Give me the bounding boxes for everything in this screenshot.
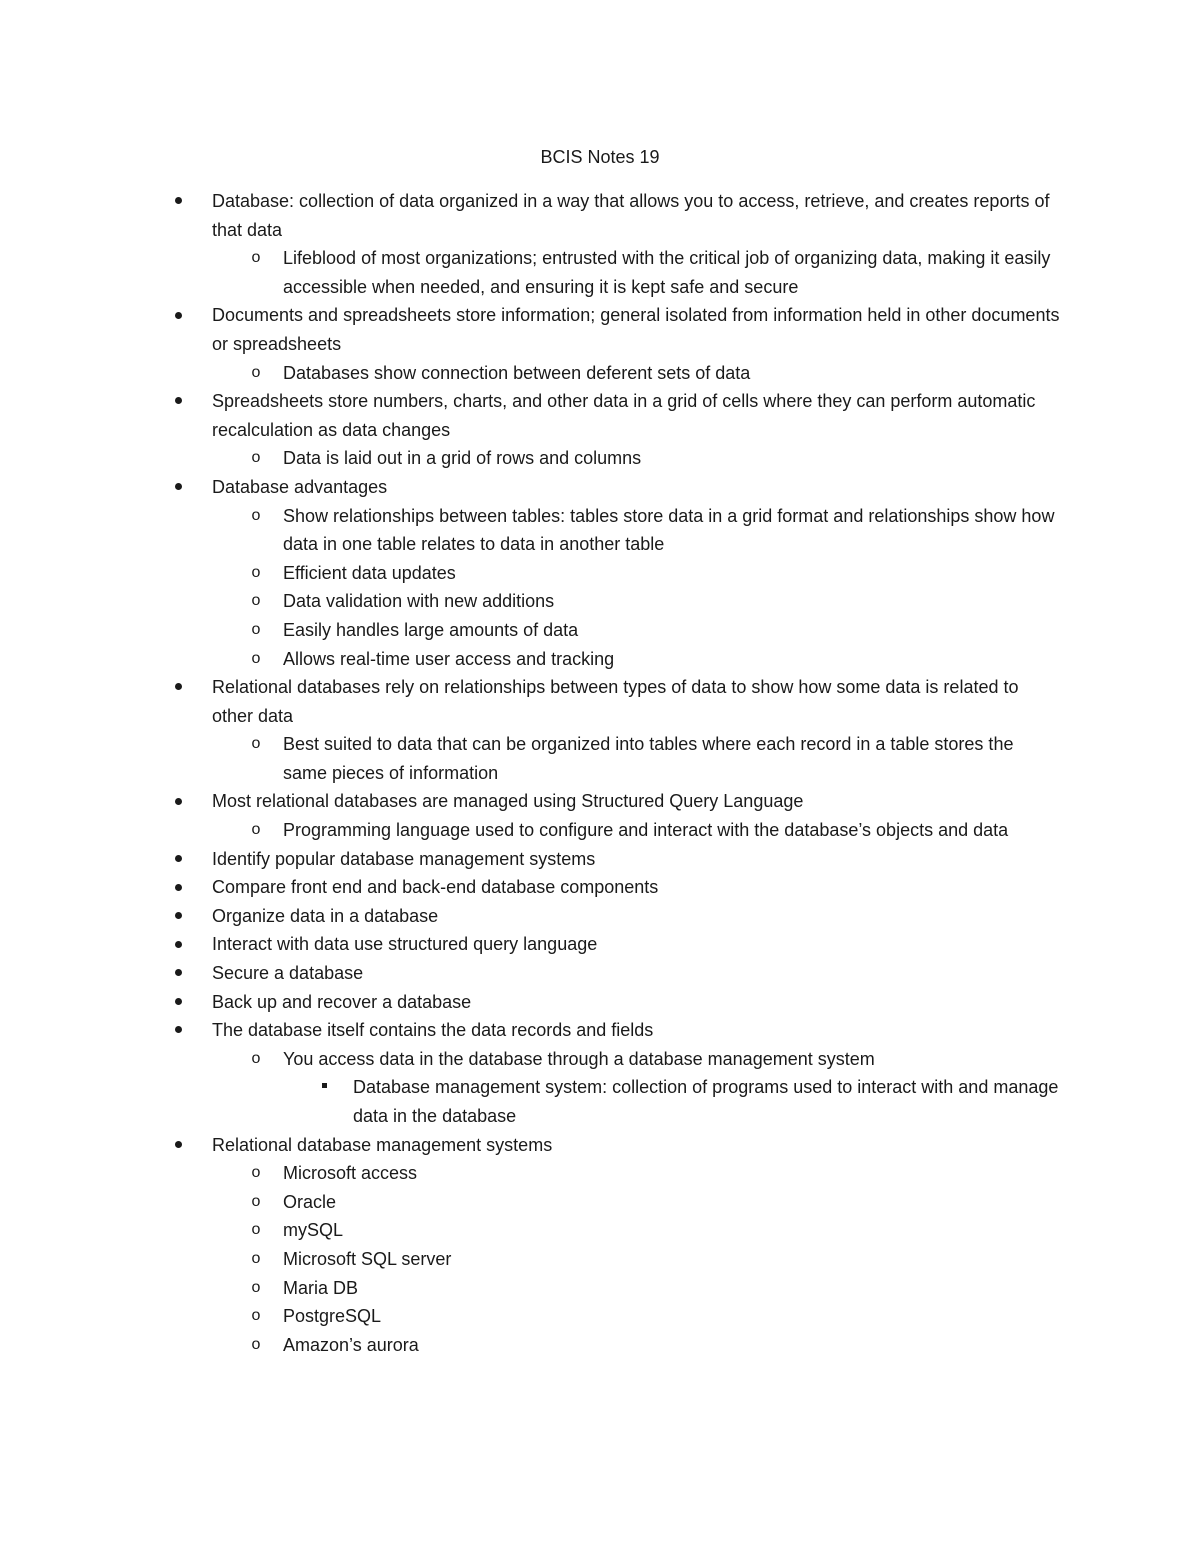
list-item-text: Database management system: collection of programs used to interact with and manage data in the database	[353, 1077, 1059, 1126]
square-bullet-icon	[314, 1073, 334, 1099]
list-item	[0, 1216, 1062, 1245]
bullet-icon	[168, 187, 188, 216]
list-item	[0, 473, 1062, 502]
circle-bullet-icon: o	[251, 649, 261, 667]
list-item-text: Back up and recover a database	[212, 991, 472, 1012]
list-item	[0, 1302, 1062, 1331]
list-item-text: Secure a database	[212, 963, 364, 984]
bullet-icon	[168, 787, 188, 816]
list-item	[0, 444, 1062, 473]
circle-bullet-icon: o	[251, 1335, 261, 1353]
bullet-icon	[168, 930, 188, 959]
list-item	[0, 1073, 1062, 1130]
circle-bullet-icon: o	[251, 363, 261, 381]
circle-bullet-icon: o	[251, 735, 261, 753]
circle-bullet-icon: o	[251, 620, 261, 638]
bullet-icon	[168, 902, 188, 931]
list-item	[0, 988, 1062, 1017]
list-item-text: PostgreSQL	[283, 1306, 382, 1327]
list-item-text: Interact with data use structured query language	[212, 934, 598, 955]
list-item-text: Lifeblood of most organizations; entrusted with the critical job of organizing data, making it easily accessible when needed, and ensuring it is kept safe and secure	[283, 248, 1051, 297]
circle-bullet-icon: o	[251, 1049, 261, 1067]
circle-bullet-icon: o	[251, 821, 261, 839]
circle-bullet-icon: o	[251, 249, 261, 267]
list-item	[0, 930, 1062, 959]
circle-bullet-icon: o	[251, 506, 261, 524]
list-item-text: Organize data in a database	[212, 905, 439, 926]
list-item	[0, 730, 1062, 787]
list-item-text: Best suited to data that can be organized into tables where each record in a table stores the same pieces of information	[283, 734, 1014, 783]
list-item	[0, 359, 1062, 388]
bullet-icon	[168, 873, 188, 902]
list-item-text: The database itself contains the data records and fields	[212, 1020, 654, 1041]
page-title: BCIS Notes 19	[540, 147, 660, 167]
list-item	[0, 502, 1062, 559]
bullet-icon	[168, 845, 188, 874]
list-item	[0, 187, 1062, 244]
list-item-text: Allows real-time user access and tracking	[283, 648, 615, 669]
list-item-text: Compare front end and back-end database components	[212, 877, 659, 898]
circle-bullet-icon: o	[251, 449, 261, 467]
circle-bullet-icon: o	[251, 1307, 261, 1325]
list-item-text: Documents and spreadsheets store information; general isolated from information held in other documents or spreadsheets	[212, 305, 1060, 354]
list-item	[0, 1131, 1062, 1160]
list-item-text: Data validation with new additions	[283, 591, 555, 612]
circle-bullet-icon: o	[251, 1164, 261, 1182]
list-item-text: Database: collection of data organized in a way that allows you to access, retrieve, and creates reports of that data	[212, 191, 1050, 240]
circle-bullet-icon: o	[251, 1278, 261, 1296]
list-item-text: Data is laid out in a grid of rows and columns	[283, 448, 642, 469]
bullet-icon	[168, 1016, 188, 1045]
list-item-text: Microsoft SQL server	[283, 1248, 452, 1269]
list-item-text: Show relationships between tables: tables store data in a grid format and relationships show how data in one table relates to data in another table	[283, 505, 1055, 555]
list-item-text: Amazon’s aurora	[283, 1334, 419, 1355]
list-item-text: Efficient data updates	[283, 562, 456, 583]
circle-bullet-icon: o	[251, 1221, 261, 1239]
list-item	[0, 845, 1062, 874]
list-item-text: Databases show connection between deferent sets of data	[283, 362, 751, 383]
circle-bullet-icon: o	[251, 1249, 261, 1267]
bullet-icon	[168, 673, 188, 702]
list-item	[0, 559, 1062, 588]
list-item	[0, 902, 1062, 931]
bullet-icon	[168, 959, 188, 988]
list-item	[0, 1274, 1062, 1303]
list-item-text: Programming language used to configure and interact with the database’s objects and data	[283, 820, 1009, 841]
list-item-text: You access data in the database through a database management system	[283, 1048, 875, 1069]
list-item-text: Oracle	[283, 1191, 337, 1212]
bullet-icon	[168, 473, 188, 502]
list-item	[0, 1016, 1062, 1045]
list-item-text: Spreadsheets store numbers, charts, and other data in a grid of cells where they can perform automatic recalculation as data changes	[212, 391, 1036, 440]
list-item	[0, 1331, 1062, 1360]
list-item-text: Easily handles large amounts of data	[283, 619, 579, 640]
list-item	[0, 244, 1062, 301]
list-item-text: Database advantages	[212, 476, 388, 497]
list-item	[0, 387, 1062, 444]
list-item-text: Maria DB	[283, 1277, 359, 1298]
list-item	[0, 1159, 1062, 1188]
list-item	[0, 301, 1062, 358]
notes-list	[0, 187, 1200, 1359]
list-item-text: Microsoft access	[283, 1163, 418, 1184]
list-item	[0, 787, 1062, 816]
list-item	[0, 816, 1062, 845]
list-item-text: Most relational databases are managed using Structured Query Language	[212, 791, 804, 812]
bullet-icon	[168, 387, 188, 416]
list-item-text: Relational databases rely on relationships between types of data to show how some data is related to other data	[212, 677, 1019, 726]
circle-bullet-icon: o	[251, 592, 261, 610]
circle-bullet-icon: o	[251, 1192, 261, 1210]
list-item-text: Relational database management systems	[212, 1134, 553, 1155]
bullet-icon	[168, 301, 188, 330]
list-item	[0, 959, 1062, 988]
list-item	[0, 1045, 1062, 1074]
bullet-icon	[168, 1131, 188, 1160]
list-item-text: mySQL	[283, 1220, 344, 1241]
list-item	[0, 587, 1062, 616]
list-item	[0, 873, 1062, 902]
list-item	[0, 673, 1062, 730]
bullet-icon	[168, 988, 188, 1017]
list-item-text: Identify popular database management systems	[212, 848, 596, 869]
list-item	[0, 1245, 1062, 1274]
circle-bullet-icon: o	[251, 563, 261, 581]
list-item	[0, 645, 1062, 674]
list-item	[0, 1188, 1062, 1217]
list-item	[0, 616, 1062, 645]
